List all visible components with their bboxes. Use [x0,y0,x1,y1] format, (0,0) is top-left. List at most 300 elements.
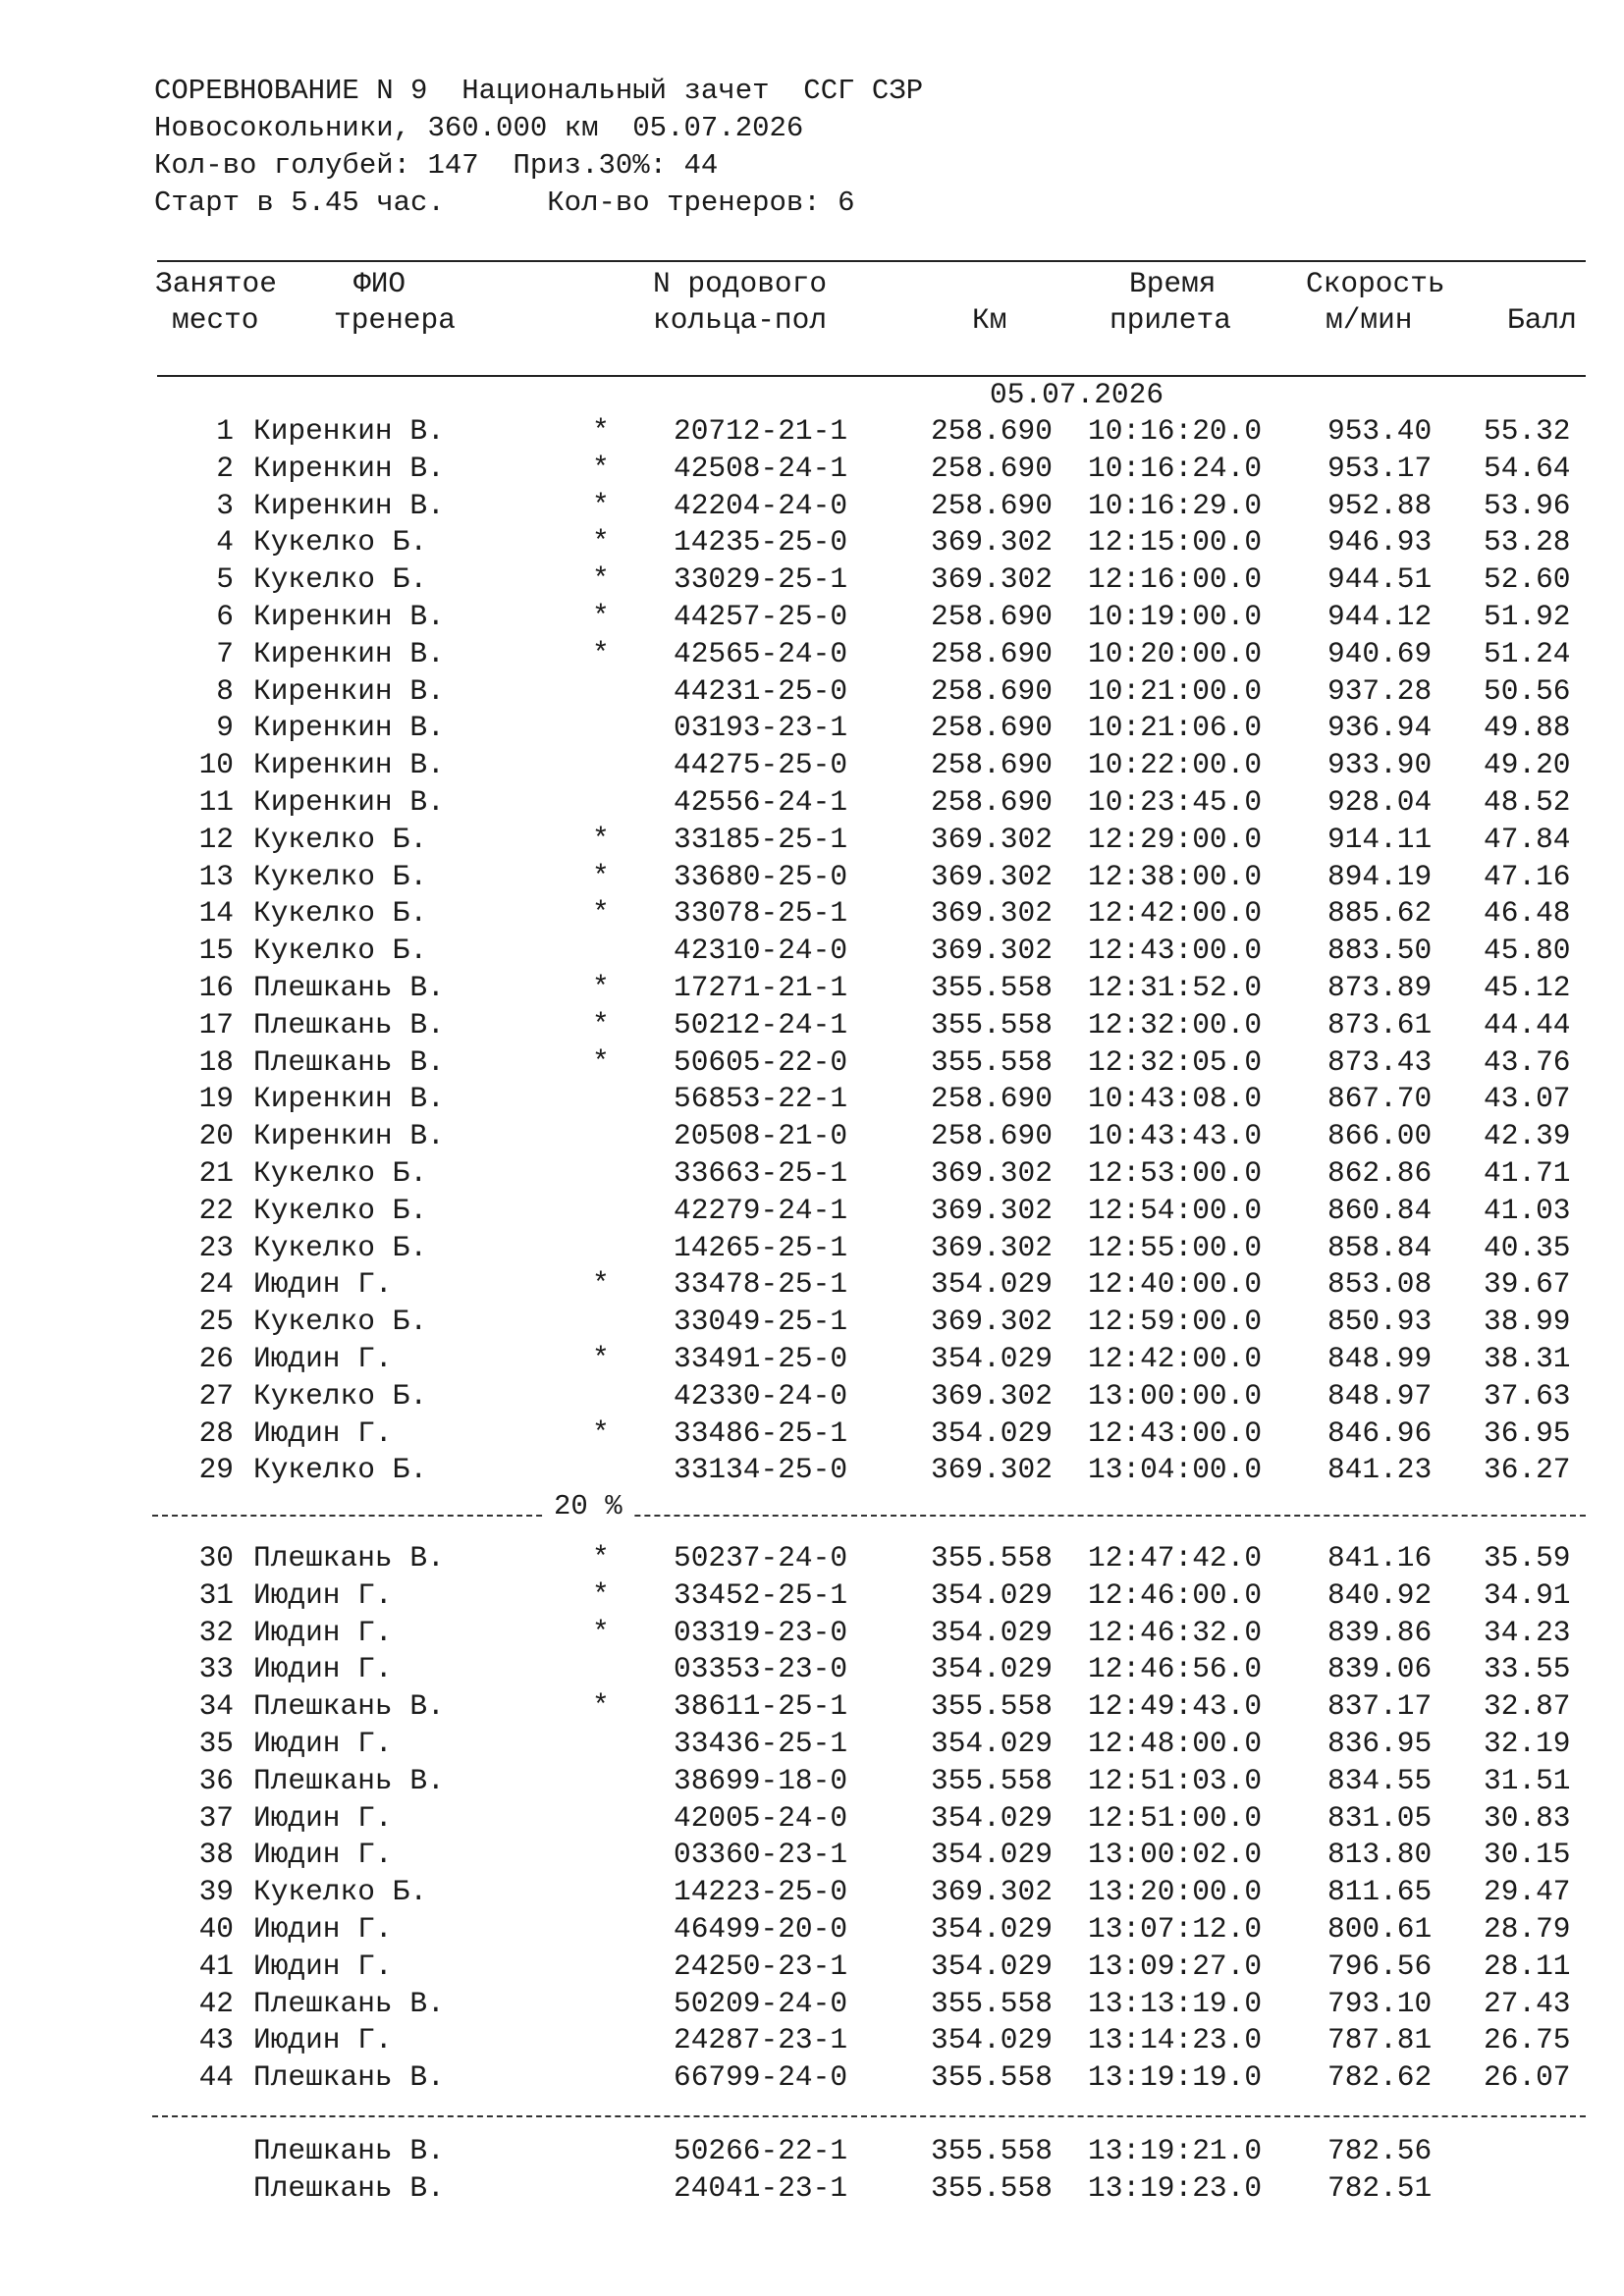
cell-ring: 03360-23-1 [674,1838,848,1872]
cell-trainer: Плешкань В. [253,2170,445,2205]
cell-km: 355.558 [931,1007,1053,1041]
cell-km: 354.029 [931,1652,1053,1686]
cell-trainer: Киренкин В. [253,673,445,708]
cell-km: 258.690 [931,748,1053,782]
cell-mark: * [592,1267,610,1302]
cell-score: 39.67 [1484,1267,1571,1302]
cell-trainer: Июдин Г. [253,2023,393,2057]
cell-ring: 03353-23-0 [674,1652,848,1686]
cell-km: 354.029 [931,1342,1053,1375]
cell-ring: 33185-25-1 [674,822,848,856]
cell-km: 258.690 [931,1082,1053,1116]
cell-score: 30.83 [1484,1800,1571,1835]
cell-place: 25 [198,1305,234,1339]
cell-place: 7 [216,636,234,670]
cell-trainer: Июдин Г. [253,1652,393,1686]
cell-place: 20 [198,1119,234,1153]
cell-km: 354.029 [931,1912,1053,1946]
header-top-rule [157,260,1586,262]
cell-trainer: Кукелко Б. [253,1156,428,1190]
cell-trainer: Июдин Г. [253,1838,393,1872]
cell-km: 258.690 [931,785,1053,819]
cell-place: 27 [198,1378,234,1413]
cell-time: 10:23:45.0 [1088,785,1263,819]
cell-km: 354.029 [931,1615,1053,1649]
cell-speed: 914.11 [1327,822,1433,856]
cell-km: 354.029 [931,1267,1053,1302]
start-trainers: Старт в 5.45 час. Кол-во тренеров: 6 [154,187,855,219]
cell-place: 43 [198,2023,234,2057]
cell-place: 28 [198,1415,234,1450]
cell-speed: 885.62 [1327,896,1433,931]
cell-speed: 928.04 [1327,785,1433,819]
cell-place: 13 [198,859,234,893]
cell-ring: 44275-25-0 [674,748,848,782]
cell-km: 258.690 [931,711,1053,745]
cell-speed: 796.56 [1327,1949,1433,1983]
cell-speed: 787.81 [1327,2023,1433,2057]
cell-km: 369.302 [931,896,1053,931]
cell-time: 12:46:56.0 [1088,1652,1263,1686]
cell-speed: 860.84 [1327,1193,1433,1227]
cell-ring: 50209-24-0 [674,1986,848,2020]
cell-score: 50.56 [1484,673,1571,708]
cell-ring: 50212-24-1 [674,1007,848,1041]
col-km-header: Км [972,303,1007,337]
cell-mark: * [592,859,610,893]
cell-ring: 42508-24-1 [674,451,848,485]
cell-km: 354.029 [931,1727,1053,1760]
cell-km: 369.302 [931,1453,1053,1487]
cell-ring: 42310-24-0 [674,934,848,968]
cell-speed: 946.93 [1327,525,1433,560]
cell-km: 355.558 [931,1541,1053,1575]
cell-ring: 56853-22-1 [674,1082,848,1116]
cell-ring: 24041-23-1 [674,2170,848,2205]
cell-speed: 839.06 [1327,1652,1433,1686]
cell-mark: * [592,451,610,485]
cell-score: 54.64 [1484,451,1571,485]
cell-score: 38.99 [1484,1305,1571,1339]
cell-km: 355.558 [931,1044,1053,1079]
cell-place: 4 [216,525,234,560]
cell-speed: 837.17 [1327,1689,1433,1724]
cell-trainer: Кукелко Б. [253,934,428,968]
cell-time: 12:31:52.0 [1088,971,1263,1004]
cell-km: 258.690 [931,414,1053,448]
cell-score: 28.11 [1484,1949,1571,1983]
report-header [154,73,923,222]
cell-score: 55.32 [1484,414,1571,448]
cell-score: 43.07 [1484,1082,1571,1116]
cell-km: 369.302 [931,1193,1053,1227]
cell-speed: 834.55 [1327,1763,1433,1797]
cell-km: 369.302 [931,562,1053,597]
cell-place: 41 [198,1949,234,1983]
cell-mark: * [592,896,610,931]
cell-km: 369.302 [931,1156,1053,1190]
cell-place: 12 [198,822,234,856]
cell-time: 12:42:00.0 [1088,1342,1263,1375]
cell-place: 3 [216,488,234,522]
cell-ring: 14223-25-0 [674,1875,848,1909]
cell-place: 39 [198,1875,234,1909]
cell-place: 9 [216,711,234,745]
cell-score: 41.03 [1484,1193,1571,1227]
cell-speed: 848.99 [1327,1342,1433,1375]
cell-place: 22 [198,1193,234,1227]
cell-speed: 953.40 [1327,414,1433,448]
cell-ring: 44257-25-0 [674,600,848,633]
race-location-date: Новосокольники, 360.000 км 05.07.2026 [154,112,804,144]
cell-ring: 14235-25-0 [674,525,848,560]
cell-trainer: Киренкин В. [253,748,445,782]
col-speed-header-2: м/мин [1326,303,1413,337]
cell-time: 12:32:05.0 [1088,1044,1263,1079]
cell-time: 12:16:00.0 [1088,562,1263,597]
cell-place: 34 [198,1689,234,1724]
cell-score: 51.24 [1484,636,1571,670]
cell-score: 33.55 [1484,1652,1571,1686]
cell-trainer: Кукелко Б. [253,562,428,597]
cell-speed: 800.61 [1327,1912,1433,1946]
cell-ring: 33436-25-1 [674,1727,848,1760]
cell-km: 354.029 [931,1577,1053,1612]
cell-mark: * [592,600,610,633]
cell-speed: 811.65 [1327,1875,1433,1909]
cell-ring: 50237-24-0 [674,1541,848,1575]
cell-time: 13:00:02.0 [1088,1838,1263,1872]
cell-trainer: Кукелко Б. [253,525,428,560]
cell-time: 13:19:19.0 [1088,2060,1263,2095]
cell-score: 49.20 [1484,748,1571,782]
cell-place: 5 [216,562,234,597]
cell-place: 15 [198,934,234,968]
cell-speed: 894.19 [1327,859,1433,893]
cell-trainer: Кукелко Б. [253,1305,428,1339]
cell-place: 19 [198,1082,234,1116]
cell-km: 369.302 [931,934,1053,968]
cell-trainer: Кукелко Б. [253,859,428,893]
cell-ring: 42005-24-0 [674,1800,848,1835]
cell-ring: 33486-25-1 [674,1415,848,1450]
cell-trainer: Июдин Г. [253,1949,393,1983]
cell-mark: * [592,1415,610,1450]
cell-time: 13:20:00.0 [1088,1875,1263,1909]
cell-trainer: Июдин Г. [253,1577,393,1612]
cell-km: 369.302 [931,822,1053,856]
cell-time: 12:46:00.0 [1088,1577,1263,1612]
cell-km: 355.558 [931,1763,1053,1797]
cell-mark: * [592,1007,610,1041]
cell-time: 12:49:43.0 [1088,1689,1263,1724]
cell-trainer: Плешкань В. [253,1689,445,1724]
cell-score: 47.84 [1484,822,1571,856]
cell-time: 13:04:00.0 [1088,1453,1263,1487]
cell-ring: 46499-20-0 [674,1912,848,1946]
cell-ring: 24287-23-1 [674,2023,848,2057]
cell-mark: * [592,1541,610,1575]
cell-speed: 793.10 [1327,1986,1433,2020]
cell-speed: 831.05 [1327,1800,1433,1835]
cell-trainer: Киренкин В. [253,636,445,670]
cell-speed: 813.80 [1327,1838,1433,1872]
cell-time: 10:43:43.0 [1088,1119,1263,1153]
cell-score: 32.19 [1484,1727,1571,1760]
cell-speed: 933.90 [1327,748,1433,782]
cell-time: 13:09:27.0 [1088,1949,1263,1983]
cell-km: 355.558 [931,1689,1053,1724]
cell-score: 40.35 [1484,1230,1571,1264]
cell-ring: 33452-25-1 [674,1577,848,1612]
cell-trainer: Июдин Г. [253,1342,393,1375]
cell-trainer: Плешкань В. [253,1986,445,2020]
cell-trainer: Кукелко Б. [253,1193,428,1227]
col-place-header-2: место [172,303,259,337]
cell-place: 37 [198,1800,234,1835]
cell-time: 13:14:23.0 [1088,2023,1263,2057]
cell-km: 355.558 [931,1986,1053,2020]
cell-speed: 782.51 [1327,2170,1433,2205]
cell-place: 35 [198,1727,234,1760]
cell-km: 354.029 [931,2023,1053,2057]
cell-ring: 42565-24-0 [674,636,848,670]
cell-speed: 944.51 [1327,562,1433,597]
cell-time: 13:07:12.0 [1088,1912,1263,1946]
cell-trainer: Июдин Г. [253,1415,393,1450]
cell-speed: 936.94 [1327,711,1433,745]
cell-km: 369.302 [931,1378,1053,1413]
cell-speed: 944.12 [1327,600,1433,633]
cell-trainer: Плешкань В. [253,971,445,1004]
cell-score: 44.44 [1484,1007,1571,1041]
cell-km: 258.690 [931,673,1053,708]
cell-place: 2 [216,451,234,485]
cell-km: 354.029 [931,1838,1053,1872]
cell-speed: 782.56 [1327,2134,1433,2167]
cell-ring: 42279-24-1 [674,1193,848,1227]
cell-km: 354.029 [931,1949,1053,1983]
cell-speed: 846.96 [1327,1415,1433,1450]
cell-speed: 937.28 [1327,673,1433,708]
cell-speed: 782.62 [1327,2060,1433,2095]
cell-trainer: Кукелко Б. [253,822,428,856]
cell-km: 354.029 [931,1415,1053,1450]
cell-place: 6 [216,600,234,633]
cell-trainer: Плешкань В. [253,2134,445,2167]
cell-score: 43.76 [1484,1044,1571,1079]
cell-time: 10:16:24.0 [1088,451,1263,485]
cell-km: 369.302 [931,1875,1053,1909]
cell-score: 26.07 [1484,2060,1571,2095]
cell-mark: * [592,1044,610,1079]
cell-place: 24 [198,1267,234,1302]
cell-time: 12:48:00.0 [1088,1727,1263,1760]
cell-time: 10:20:00.0 [1088,636,1263,670]
cell-place: 14 [198,896,234,931]
cell-km: 355.558 [931,2060,1053,2095]
cell-speed: 953.17 [1327,451,1433,485]
cell-score: 28.79 [1484,1912,1571,1946]
cell-speed: 848.97 [1327,1378,1433,1413]
cell-score: 31.51 [1484,1763,1571,1797]
cell-trainer: Июдин Г. [253,1800,393,1835]
cell-time: 10:16:29.0 [1088,488,1263,522]
cell-time: 10:19:00.0 [1088,600,1263,633]
cell-km: 369.302 [931,1305,1053,1339]
cell-score: 38.31 [1484,1342,1571,1375]
cell-ring: 20508-21-0 [674,1119,848,1153]
cell-km: 355.558 [931,971,1053,1004]
cell-score: 47.16 [1484,859,1571,893]
cell-time: 10:21:00.0 [1088,673,1263,708]
cell-score: 36.27 [1484,1453,1571,1487]
cell-score: 37.63 [1484,1378,1571,1413]
cell-ring: 33478-25-1 [674,1267,848,1302]
cell-time: 12:54:00.0 [1088,1193,1263,1227]
cell-place: 18 [198,1044,234,1079]
cell-ring: 33663-25-1 [674,1156,848,1190]
col-speed-header-1: Скорость [1306,267,1445,300]
cell-trainer: Плешкань В. [253,1541,445,1575]
cell-score: 53.28 [1484,525,1571,560]
header-bottom-rule [157,375,1586,377]
col-time-header-2: прилета [1110,303,1231,337]
cell-time: 13:13:19.0 [1088,1986,1263,2020]
cell-mark: * [592,822,610,856]
cell-time: 12:46:32.0 [1088,1615,1263,1649]
cell-ring: 38611-25-1 [674,1689,848,1724]
cell-time: 13:19:23.0 [1088,2170,1263,2205]
cell-place: 8 [216,673,234,708]
cell-time: 12:55:00.0 [1088,1230,1263,1264]
cell-speed: 862.86 [1327,1156,1433,1190]
cell-speed: 841.16 [1327,1541,1433,1575]
cell-place: 44 [198,2060,234,2095]
cell-km: 258.690 [931,636,1053,670]
cell-trainer: Кукелко Б. [253,1378,428,1413]
cell-trainer: Плешкань В. [253,2060,445,2095]
cell-score: 53.96 [1484,488,1571,522]
prize-percent-label: 20 % [544,1490,632,1522]
cell-trainer: Плешкань В. [253,1007,445,1041]
cell-mark: * [592,971,610,1004]
cell-trainer: Киренкин В. [253,785,445,819]
cell-trainer: Киренкин В. [253,711,445,745]
cell-speed: 866.00 [1327,1119,1433,1153]
cell-place: 23 [198,1230,234,1264]
cell-time: 12:51:03.0 [1088,1763,1263,1797]
cell-trainer: Июдин Г. [253,1727,393,1760]
cell-ring: 33134-25-0 [674,1453,848,1487]
cell-trainer: Кукелко Б. [253,896,428,931]
cell-place: 11 [198,785,234,819]
cell-score: 41.71 [1484,1156,1571,1190]
cell-score: 34.91 [1484,1577,1571,1612]
cell-trainer: Кукелко Б. [253,1230,428,1264]
cell-time: 10:16:20.0 [1088,414,1263,448]
cell-trainer: Июдин Г. [253,1912,393,1946]
cell-time: 12:38:00.0 [1088,859,1263,893]
cell-ring: 17271-21-1 [674,971,848,1004]
cell-time: 12:43:00.0 [1088,1415,1263,1450]
cell-mark: * [592,562,610,597]
cell-trainer: Киренкин В. [253,488,445,522]
cell-trainer: Плешкань В. [253,1763,445,1797]
col-score-header: Балл [1507,303,1577,337]
cell-km: 354.029 [931,1800,1053,1835]
date-row: 05.07.2026 [990,378,1164,411]
cell-ring: 14265-25-1 [674,1230,848,1264]
cell-score: 27.43 [1484,1986,1571,2020]
cell-speed: 873.61 [1327,1007,1433,1041]
cell-speed: 858.84 [1327,1230,1433,1264]
cell-score: 32.87 [1484,1689,1571,1724]
cell-km: 258.690 [931,451,1053,485]
cell-km: 369.302 [931,1230,1053,1264]
cell-mark: * [592,636,610,670]
cell-place: 30 [198,1541,234,1575]
cell-score: 45.12 [1484,971,1571,1004]
cell-place: 29 [198,1453,234,1487]
cell-mark: * [592,1615,610,1649]
cell-speed: 836.95 [1327,1727,1433,1760]
cell-time: 12:53:00.0 [1088,1156,1263,1190]
cell-place: 33 [198,1652,234,1686]
cell-ring: 50266-22-1 [674,2134,848,2167]
col-name-header-2: тренера [334,303,456,337]
cell-score: 52.60 [1484,562,1571,597]
cell-time: 12:32:00.0 [1088,1007,1263,1041]
cell-time: 12:47:42.0 [1088,1541,1263,1575]
cell-mark: * [592,1342,610,1375]
col-time-header-1: Время [1129,267,1217,300]
cell-ring: 33491-25-0 [674,1342,848,1375]
cell-ring: 38699-18-0 [674,1763,848,1797]
cell-place: 16 [198,971,234,1004]
cell-time: 10:22:00.0 [1088,748,1263,782]
cell-ring: 33029-25-1 [674,562,848,597]
cell-ring: 24250-23-1 [674,1949,848,1983]
cell-score: 48.52 [1484,785,1571,819]
cell-score: 35.59 [1484,1541,1571,1575]
cell-ring: 44231-25-0 [674,673,848,708]
cell-time: 12:51:00.0 [1088,1800,1263,1835]
cell-speed: 873.89 [1327,971,1433,1004]
cell-ring: 33680-25-0 [674,859,848,893]
cell-place: 42 [198,1986,234,2020]
cell-speed: 883.50 [1327,934,1433,968]
cell-ring: 20712-21-1 [674,414,848,448]
cell-ring: 03193-23-1 [674,711,848,745]
cell-mark: * [592,525,610,560]
cell-speed: 873.43 [1327,1044,1433,1079]
cell-speed: 867.70 [1327,1082,1433,1116]
cell-km: 258.690 [931,1119,1053,1153]
cell-score: 51.92 [1484,600,1571,633]
cell-score: 30.15 [1484,1838,1571,1872]
cell-place: 36 [198,1763,234,1797]
cell-time: 13:00:00.0 [1088,1378,1263,1413]
cell-speed: 839.86 [1327,1615,1433,1649]
cell-ring: 42330-24-0 [674,1378,848,1413]
cell-score: 34.23 [1484,1615,1571,1649]
cell-trainer: Плешкань В. [253,1044,445,1079]
cell-mark: * [592,1577,610,1612]
cell-place: 31 [198,1577,234,1612]
pigeon-count: Кол-во голубей: 147 Приз.30%: 44 [154,149,719,182]
cell-place: 26 [198,1342,234,1375]
